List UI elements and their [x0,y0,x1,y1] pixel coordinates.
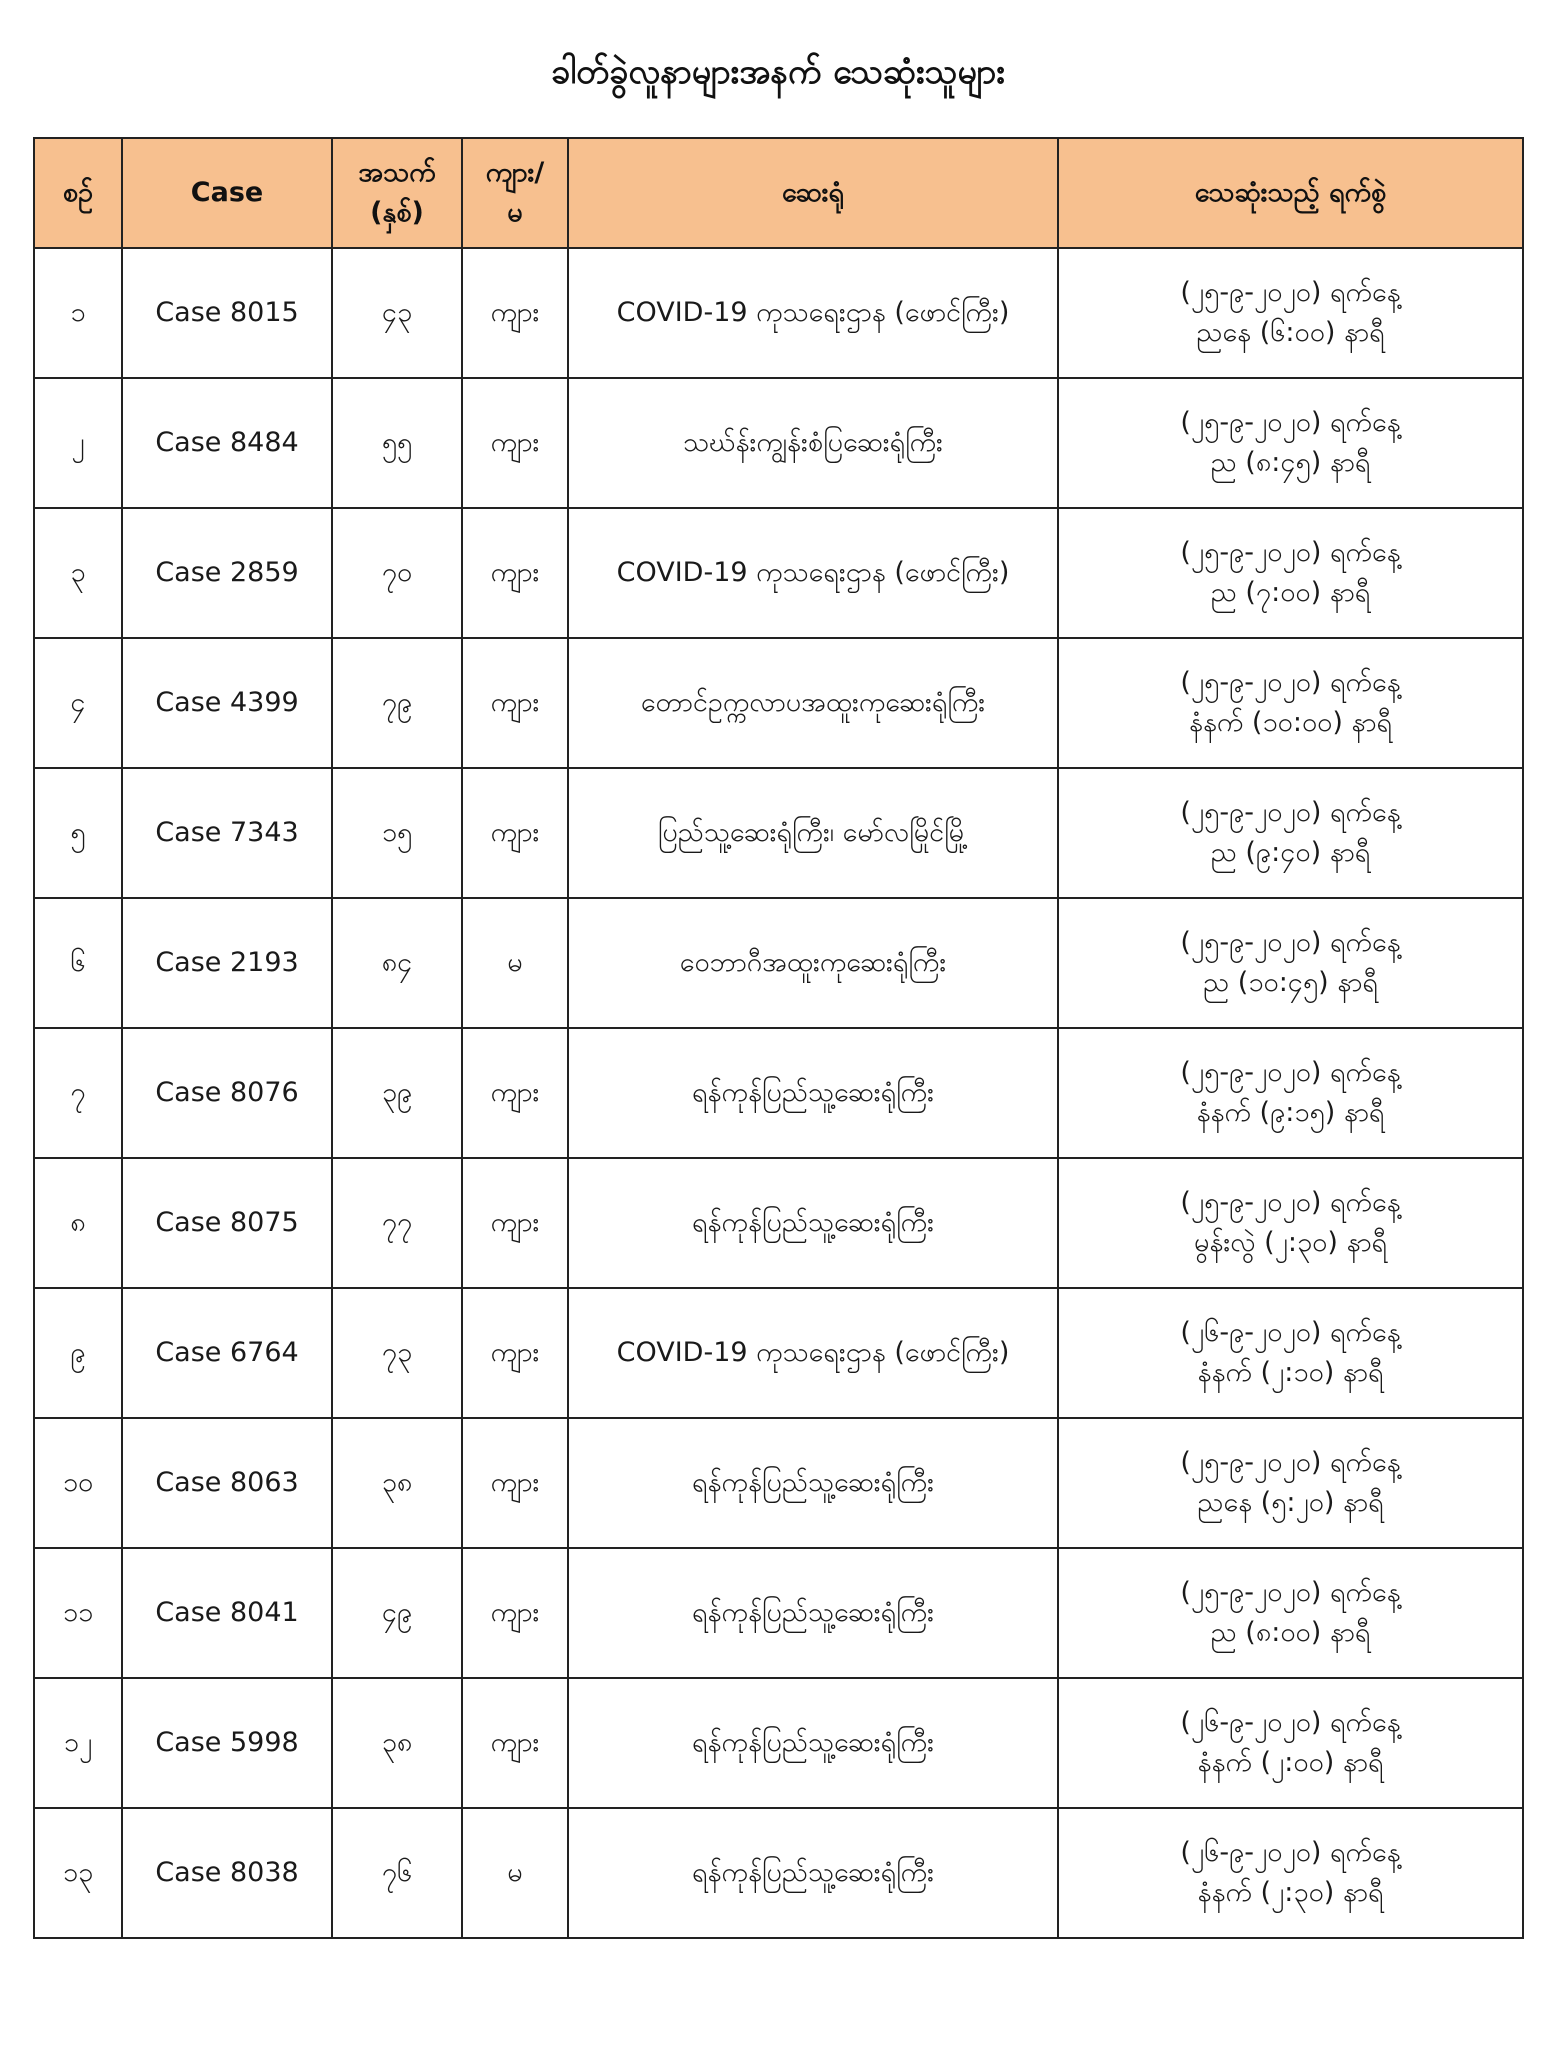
cell-age: ၃၈ [332,1418,462,1548]
cell-hospital: ရန်ကုန်ပြည်သူ့ဆေးရုံကြီး [568,1548,1058,1678]
cell-no: ၅ [34,768,122,898]
table-body [34,248,1523,1938]
cell-sex: ကျား [462,508,568,638]
cell-age: ၈၄ [332,898,462,1028]
date-date-line1: (၂၅-၉-၂၀၂၀) ရက်နေ့ [1180,407,1401,438]
cell-case: Case 6764 [122,1288,332,1418]
cell-age: ၄၉ [332,1548,462,1678]
table-header [34,138,1523,248]
cell-date [1058,1548,1523,1678]
cell-hospital: ရန်ကုန်ပြည်သူ့ဆေးရုံကြီး [568,1808,1058,1938]
cell-hospital: ရန်ကုန်ပြည်သူ့ဆေးရုံကြီး [568,1678,1058,1808]
cell-case: Case 5998 [122,1678,332,1808]
cell-sex: ကျား [462,1418,568,1548]
date-date-line2: နံနက် (၁၀:၀၀) နာရီ [1188,707,1393,738]
header-date: သေဆုံးသည့် ရက်စွဲ [1058,138,1523,248]
cell-case: Case 2193 [122,898,332,1028]
cell-date [1058,898,1523,1028]
cell-sex: မ [462,1808,568,1938]
table-row [34,898,1523,1028]
table-row [34,378,1523,508]
cell-hospital: ရန်ကုန်ပြည်သူ့ဆေးရုံကြီး [568,1158,1058,1288]
table-row [34,1158,1523,1288]
cell-no: ၈ [34,1158,122,1288]
cell-sex: ကျား [462,248,568,378]
cell-date [1058,638,1523,768]
cell-no: ၁၂ [34,1678,122,1808]
table-row [34,248,1523,378]
cell-age: ၇၆ [332,1808,462,1938]
cell-sex: ကျား [462,768,568,898]
cell-case: Case 2859 [122,508,332,638]
date-date-line1: (၂၆-၉-၂၀၂၀) ရက်နေ့ [1180,1837,1401,1868]
cell-date [1058,1418,1523,1548]
cell-case: Case 8038 [122,1808,332,1938]
cell-age: ၃၈ [332,1678,462,1808]
date-date-line2: နံနက် (၂:၁၀) နာရီ [1197,1357,1384,1388]
page-title: ခါတ်ခွဲလူနာများအနက် သေဆုံးသူများ [551,52,1005,92]
cell-no: ၁၃ [34,1808,122,1938]
cell-case: Case 8076 [122,1028,332,1158]
cell-date [1058,1808,1523,1938]
cell-no: ၁ [34,248,122,378]
date-date-line1: (၂၅-၉-၂၀၂၀) ရက်နေ့ [1180,667,1401,698]
cell-date [1058,378,1523,508]
header-sex [462,138,568,248]
cell-hospital: COVID-19 ကုသရေးဌာန (ဖောင်ကြီး) [568,1288,1058,1418]
cell-sex: ကျား [462,1158,568,1288]
header-row [34,138,1523,248]
date-date-line1: (၂၆-၉-၂၀၂၀) ရက်နေ့ [1180,1317,1401,1348]
date-date-line2: ည (၈:၄၅) နာရီ [1210,447,1371,478]
cell-hospital: ပြည်သူ့ဆေးရုံကြီး၊ မော်လမြိုင်မြို့ [568,768,1058,898]
date-date-line2: နံနက် (၉:၁၅) နာရီ [1196,1097,1385,1128]
table-row [34,1808,1523,1938]
cell-case: Case 8041 [122,1548,332,1678]
header-age [332,138,462,248]
date-date-line1: (၂၅-၉-၂၀၂၀) ရက်နေ့ [1180,927,1401,958]
date-date-line1: (၂၅-၉-၂၀၂၀) ရက်နေ့ [1180,1057,1401,1088]
cell-hospital: COVID-19 ကုသရေးဌာန (ဖောင်ကြီး) [568,248,1058,378]
cell-sex: ကျား [462,1028,568,1158]
table-row [34,1548,1523,1678]
table-row [34,508,1523,638]
cell-age: ၇၀ [332,508,462,638]
cell-sex: ကျား [462,1548,568,1678]
cell-date [1058,1288,1523,1418]
cell-date [1058,248,1523,378]
cell-age: ၅၅ [332,378,462,508]
cell-hospital: ရန်ကုန်ပြည်သူ့ဆေးရုံကြီး [568,1028,1058,1158]
cell-sex: ကျား [462,1678,568,1808]
cell-sex: ကျား [462,638,568,768]
table-row [34,1288,1523,1418]
date-date-line1: (၂၅-၉-၂၀၂၀) ရက်နေ့ [1180,537,1401,568]
cell-age: ၁၅ [332,768,462,898]
cell-case: Case 8015 [122,248,332,378]
header-sex-line1: ကျား/ [485,157,545,188]
cell-date [1058,1158,1523,1288]
cell-sex: မ [462,898,568,1028]
header-age-line1: အသက် [358,157,436,188]
date-date-line2: နံနက် (၂:၃၀) နာရီ [1197,1877,1384,1908]
date-date-line2: နံနက် (၂:၀၀) နာရီ [1197,1747,1384,1778]
date-date-line2: မွန်းလွဲ (၂:၃၀) နာရီ [1193,1227,1388,1258]
cell-case: Case 7343 [122,768,332,898]
cell-hospital: ရန်ကုန်ပြည်သူ့ဆေးရုံကြီး [568,1418,1058,1548]
cell-sex: ကျား [462,1288,568,1418]
date-date-line1: (၂၅-၉-၂၀၂၀) ရက်နေ့ [1180,1577,1401,1608]
cell-no: ၇ [34,1028,122,1158]
table-row [34,768,1523,898]
cell-no: ၆ [34,898,122,1028]
cell-no: ၃ [34,508,122,638]
cell-no: ၂ [34,378,122,508]
cell-age: ၇၃ [332,1288,462,1418]
header-age-line2: (နှစ်) [370,197,424,228]
table-row [34,1028,1523,1158]
header-no: စဉ် [34,138,122,248]
header-hospital: ဆေးရုံ [568,138,1058,248]
cell-case: Case 4399 [122,638,332,768]
cell-no: ၉ [34,1288,122,1418]
header-case: Case [122,138,332,248]
date-date-line2: ည (၁၀:၄၅) နာရီ [1203,967,1378,998]
cell-case: Case 8063 [122,1418,332,1548]
date-date-line1: (၂၆-၉-၂၀၂၀) ရက်နေ့ [1180,1707,1401,1738]
cell-age: ၇၉ [332,638,462,768]
cell-age: ၃၉ [332,1028,462,1158]
cell-hospital: သဃ်န်းကျွန်းစံပြဆေးရုံကြီး [568,378,1058,508]
cell-no: ၁၀ [34,1418,122,1548]
deaths-table [33,137,1524,1939]
date-date-line2: ည (၇:၀၀) နာရီ [1210,577,1371,608]
cell-no: ၄ [34,638,122,768]
table-row [34,638,1523,768]
cell-date [1058,508,1523,638]
cell-age: ၇၇ [332,1158,462,1288]
cell-hospital: COVID-19 ကုသရေးဌာန (ဖောင်ကြီး) [568,508,1058,638]
date-date-line2: ည (၉:၄၀) နာရီ [1210,837,1371,868]
date-date-line1: (၂၅-၉-၂၀၂၀) ရက်နေ့ [1180,1187,1401,1218]
cell-sex: ကျား [462,378,568,508]
cell-date [1058,768,1523,898]
cell-hospital: တောင်ဥက္ကလာပအထူးကုဆေးရုံကြီး [568,638,1058,768]
date-date-line2: ညနေ (၆:၀၀) နာရီ [1196,317,1385,348]
cell-date [1058,1678,1523,1808]
cell-hospital: ဝေဘာဂီအထူးကုဆေးရုံကြီး [568,898,1058,1028]
date-date-line1: (၂၅-၉-၂၀၂၀) ရက်နေ့ [1180,277,1401,308]
cell-age: ၄၃ [332,248,462,378]
header-sex-line2: မ [507,197,523,228]
date-date-line1: (၂၅-၉-၂၀၂၀) ရက်နေ့ [1180,797,1401,828]
table-row [34,1678,1523,1808]
cell-case: Case 8075 [122,1158,332,1288]
date-date-line1: (၂၅-၉-၂၀၂၀) ရက်နေ့ [1180,1447,1401,1478]
cell-case: Case 8484 [122,378,332,508]
date-date-line2: ညနေ (၅:၂၀) နာရီ [1197,1487,1384,1518]
date-date-line2: ည (၈:၀၀) နာရီ [1210,1617,1371,1648]
cell-no: ၁၁ [34,1548,122,1678]
cell-date [1058,1028,1523,1158]
table-row [34,1418,1523,1548]
